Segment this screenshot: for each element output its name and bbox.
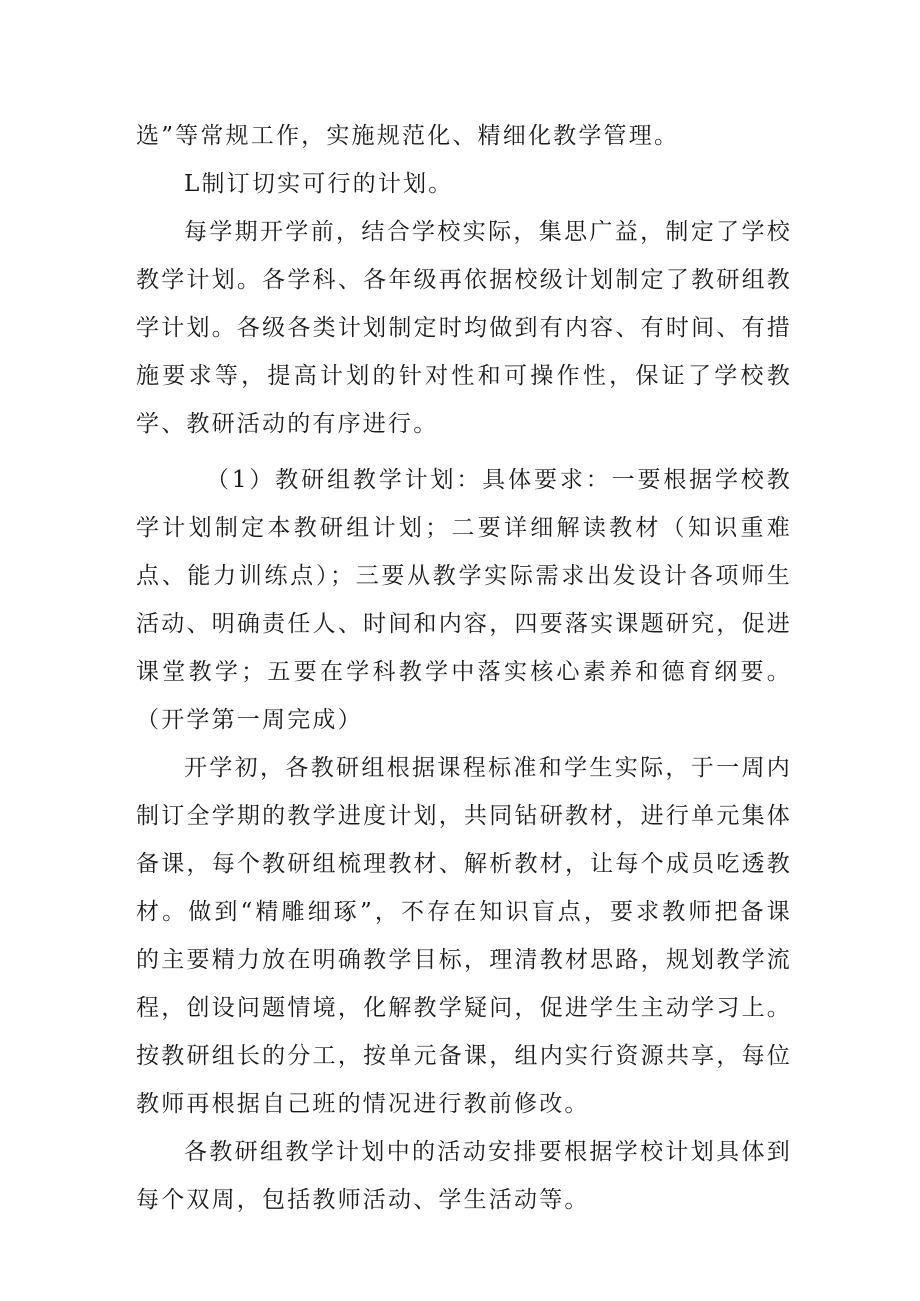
paragraph-activity-schedule: 各教研组教学计划中的活动安排要根据学校计划具体到每个双周，包括教师活动、学生活动等。: [136, 1139, 792, 1213]
paragraph-semester-start: 开学初，各教研组根据课程标准和学生实际，于一周内制订全学期的教学进度计划，共同钻研教材，进行单元集体备课，每个教研组梳理教材、解析教材，让每个成员吃透教材。做到“精雕细琢”，不存在知识盲点，要求教师把备课的主要精力放在明确教学目标，理清教材思路，规划教学流程，创设问题情境，化解教学疑问，促进学生主动学习上。按教研组长的分工，按单元备课，组内实行资源共享，每位教师再根据自己班的情况进行教前修改。: [136, 755, 792, 1117]
paragraph-continuation: 选”等常规工作，实施规范化、精细化教学管理。: [136, 123, 680, 149]
document-body: [136, 112, 792, 1224]
paragraph-group-plan-requirements: （1）教研组教学计划：具体要求：一要根据学校教学计划制定本教研组计划；二要详细解读教材（知识重难点、能力训练点）；三要从教学实际需求出发设计各项师生活动、明确责任人、时间和内容，四要落实课题研究，促进课堂教学；五要在学科教学中落实核心素养和德育纲要。（开学第一周完成）: [136, 467, 792, 733]
paragraph-heading-plan: L制订切实可行的计划。: [184, 171, 454, 197]
paragraph-school-plan: 每学期开学前，结合学校实际，集思广益，制定了学校教学计划。各学科、各年级再依据校级计划制定了教研组教学计划。各级各类计划制定时均做到有内容、有时间、有措施要求等，提高计划的针对性和可操作性，保证了学校教学、教研活动的有序进行。: [136, 219, 792, 437]
